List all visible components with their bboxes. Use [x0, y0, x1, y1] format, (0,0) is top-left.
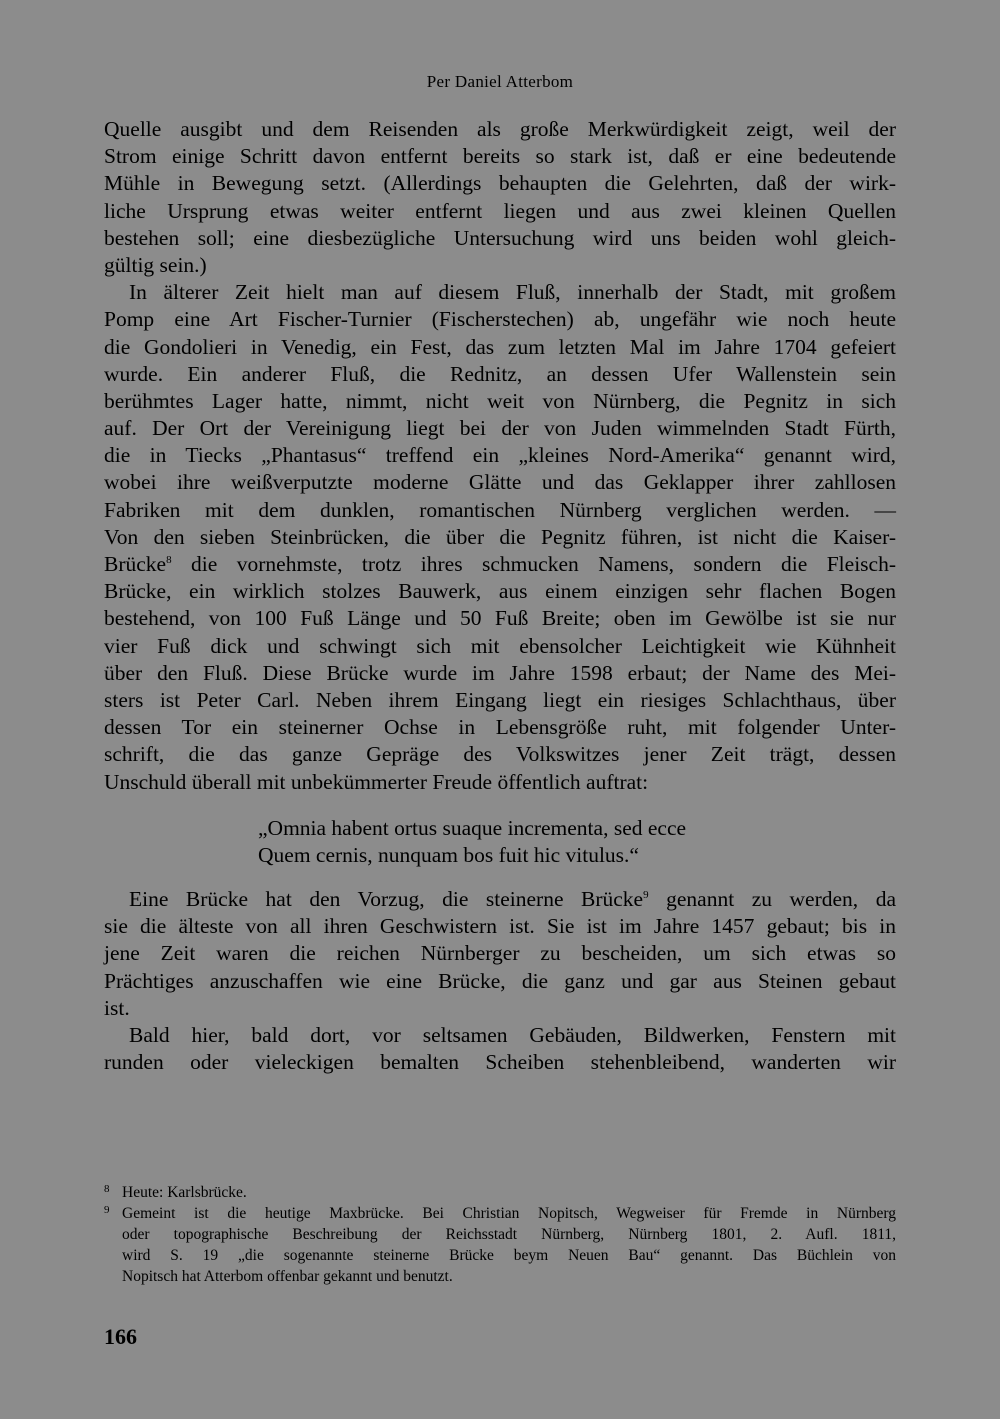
text-fragment: Eine Brücke hat den Vorzug, die steinerne Brücke: [129, 887, 644, 912]
page-number: 166: [104, 1324, 137, 1349]
footnote-line: wird S. 19 „die sogenannte steinerne Brücke beym Neuen Bau“ genannt. Das Büchlein von: [122, 1247, 896, 1264]
paragraph-3: [104, 886, 896, 1022]
text-line: Von den sieben Steinbrücken, die über die Pegnitz führen, ist nicht die Kaiser-: [104, 524, 896, 549]
text-line: runden oder vieleckigen bemalten Scheiben stehenbleibend, wanderten wir: [104, 1050, 896, 1075]
text-fragment: Brücke: [104, 552, 167, 576]
footnote-ref-8[interactable]: 8: [166, 554, 172, 566]
text-line: dessen Tor ein steinerner Ochse in Lebensgröße ruht, mit folgender Unter-: [104, 715, 896, 740]
footnote-line: Gemeint ist die heutige Maxbrücke. Bei Christian Nopitsch, Wegweiser für Fremde in Nürnberg: [122, 1205, 896, 1222]
footnote-8: [104, 1182, 896, 1203]
paragraph-1: [104, 116, 896, 279]
text-line: schrift, die das ganze Gepräge des Volkswitzes jener Zeit trägt, dessen: [104, 742, 896, 767]
text-line: Brücke, ein wirklich stolzes Bauwerk, aus einem einzigen sehr flachen Bogen: [104, 579, 896, 604]
verse-line: „Omnia habent ortus suaque incrementa, sed ecce: [258, 815, 687, 840]
text-line: gültig sein.): [104, 252, 207, 277]
text-line: ist.: [104, 995, 130, 1020]
footnote-mark: 9: [104, 1204, 110, 1216]
text-line: Bald hier, bald dort, vor seltsamen Gebäuden, Bildwerken, Fenstern mit: [129, 1023, 896, 1047]
paragraph-4: [104, 1022, 896, 1076]
text-line: auf. Der Ort der Vereinigung liegt bei der von Juden wimmelnden Stadt Fürth,: [104, 416, 896, 441]
footnotes: [104, 1182, 896, 1287]
text-line: wurde. Ein anderer Fluß, die Rednitz, an dessen Ufer Wallenstein sein: [104, 361, 896, 386]
footnote-line: Heute: Karlsbrücke.: [122, 1184, 247, 1201]
text-line: Strom einige Schritt davon entfernt bereits so stark ist, daß er eine bedeutende: [104, 144, 896, 169]
text-line: Fabriken mit dem dunklen, romantischen Nürnberg verglichen werden. —: [104, 497, 896, 522]
verse-quotation: [258, 815, 896, 869]
text-line: Quelle ausgibt und dem Reisenden als große Merkwürdigkeit zeigt, weil der: [104, 117, 896, 141]
text-fragment: die vornehmste, trotz ihres schmucken Namens, sondern die Fleisch-: [171, 552, 896, 576]
verse-line: Quem cernis, nunquam bos fuit hic vitulus.“: [258, 842, 639, 867]
text-line: Mühle in Bewegung setzt. (Allerdings behaupten die Gelehrten, daß der wirk-: [104, 171, 896, 196]
text-line: die in Tiecks „Phantasus“ treffend ein „kleines Nord-Amerika“ genannt wird,: [104, 443, 896, 468]
text-line: vier Fuß dick und schwingt sich mit ebensolcher Leichtigkeit wie Kühnheit: [104, 633, 896, 658]
running-head: Per Daniel Atterbom: [426, 72, 574, 91]
footnote-line: oder topographische Beschreibung der Reichsstadt Nürnberg, Nürnberg 1801, 2. Aufl. 1811,: [122, 1226, 896, 1243]
body-text: [104, 116, 896, 1076]
paragraph-2: [104, 279, 896, 796]
text-line: Prächtiges anzuschaffen wie eine Brücke, die ganz und gar aus Steinen gebaut: [104, 968, 896, 993]
text-line: sters ist Peter Carl. Neben ihrem Eingang liegt ein riesiges Schlachthaus, über: [104, 687, 896, 712]
text-line: bestehen soll; eine diesbezügliche Untersuchung wird uns beiden wohl gleich-: [104, 225, 896, 250]
footnote-9: [104, 1203, 896, 1287]
footnote-line: Nopitsch hat Atterbom offenbar gekannt und benutzt.: [122, 1268, 453, 1285]
text-line: sie die älteste von all ihren Geschwistern ist. Sie ist im Jahre 1457 gebaut; bis in: [104, 914, 896, 939]
text-line: über den Fluß. Diese Brücke wurde im Jahre 1598 erbaut; der Name des Mei-: [104, 660, 896, 685]
text-line-with-footnote-8: [104, 551, 896, 578]
text-line: die Gondolieri in Venedig, ein Fest, das zum letzten Mal im Jahre 1704 gefeiert: [104, 334, 896, 359]
text-line: wobei ihre weißverputzte moderne Glätte und das Geklapper ihrer zahllosen: [104, 470, 896, 495]
text-line: Unschuld überall mit unbekümmerter Freude öffentlich auftrat:: [104, 769, 649, 794]
text-line: Pomp eine Art Fischer-Turnier (Fischerstechen) ab, ungefähr wie noch heute: [104, 307, 896, 332]
text-line: jene Zeit waren die reichen Nürnberger zu bescheiden, um sich etwas so: [104, 941, 896, 966]
text-line: bestehend, von 100 Fuß Länge und 50 Fuß Breite; oben im Gewölbe ist sie nur: [104, 606, 896, 631]
text-line-with-footnote-9: [104, 886, 896, 913]
text-line: In älterer Zeit hielt man auf diesem Fluß, innerhalb der Stadt, mit großem: [129, 280, 896, 305]
footnote-ref-9[interactable]: 9: [643, 889, 649, 902]
text-fragment: genannt zu werden, da: [648, 887, 896, 912]
text-line: liche Ursprung etwas weiter entfernt liegen und aus zwei kleinen Quellen: [104, 198, 896, 223]
text-line: berühmtes Lager hatte, nimmt, nicht weit von Nürnberg, die Pegnitz in sich: [104, 388, 896, 413]
footnote-mark: 8: [104, 1183, 110, 1195]
